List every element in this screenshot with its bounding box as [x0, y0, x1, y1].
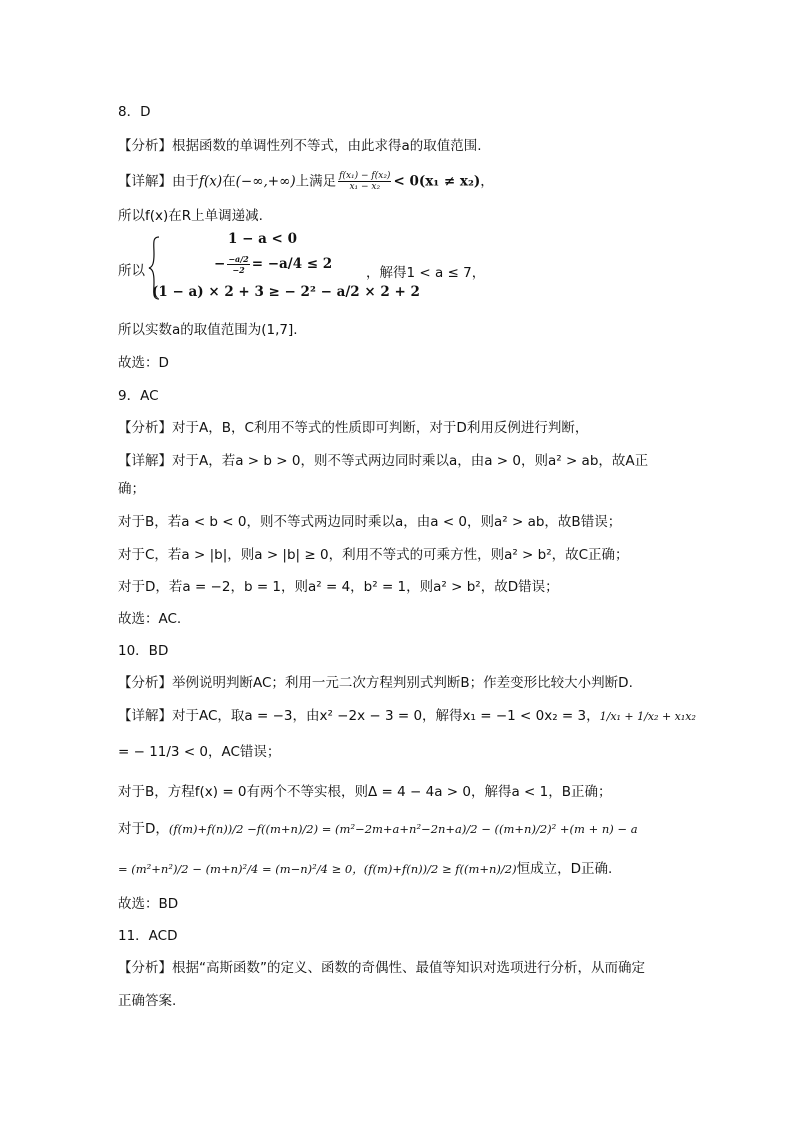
q10-detail3: 对于B，方程f(x) = 0有两个不等实根，则Δ = 4 − 4a > 0，解得a < 1，B正确；	[118, 784, 612, 800]
q8-sys-line2	[214, 254, 332, 275]
q8-sys2-num: −a/2	[228, 254, 249, 264]
q8-analysis-tag: 【分析】	[118, 138, 172, 154]
q8-sys-line3: (1 − a) × 2 + 3 ≥ − 2² − a/2 × 2 + 2	[152, 284, 420, 300]
q8-choose: 故选：D	[118, 355, 169, 371]
q10-analysis: 【分析】举例说明判断AC；利用一元二次方程判别式判断B；作差变形比较大小判断D.	[118, 675, 633, 691]
q11-answer: 11．ACD	[118, 928, 178, 944]
q9-choose: 故选：AC.	[118, 611, 182, 627]
q10-choose: 故选：BD	[118, 896, 179, 912]
q9-detail1: 【详解】对于A，若a > b > 0，则不等式两边同时乘以a，由a > 0，则a² > ab，故A正	[118, 453, 649, 469]
q8-sys-line1: 1 − a < 0	[228, 231, 297, 247]
q8-detail-f: f(x)	[199, 173, 223, 190]
q8-detail-c: 上满足	[295, 173, 337, 190]
q10-answer: 10．BD	[118, 643, 169, 659]
q9-analysis: 【分析】对于A，B，C利用不等式的性质即可判断，对于D利用反例进行判断，	[118, 420, 589, 436]
q8-sys2-den: −2	[232, 265, 245, 275]
q10-detail4	[118, 819, 638, 839]
q8-sys-solve: ，解得1 < a ≤ 7，	[366, 265, 486, 281]
q10-detail5-expr: = (m²+n²)/2 − (m+n)²/4 = (m−n)²/4 ≥ 0，(f(m)+f(n))/2 ≥ f((m+n)/2)	[118, 862, 517, 876]
q10-detail5	[118, 859, 612, 879]
q10-detail1-text: 【详解】对于AC，取a = −3，由x² −2x − 3 = 0，解得x₁ = −1 < 0x₂ = 3，	[118, 708, 600, 724]
q10-detail1-tail: 1/x₁ + 1/x₂ + x₁x₂	[599, 710, 696, 723]
q10-detail1	[118, 706, 696, 727]
q8-diff-quotient	[338, 171, 391, 192]
q10-detail4-head: 对于D，	[118, 821, 169, 837]
q9-detail1b: 确；	[118, 481, 145, 497]
q8-sys2-frac	[227, 254, 249, 275]
q8-frac-den: x₁ − x₂	[349, 182, 381, 192]
q9-detail3: 对于C，若a > |b|，则a > |b| ≥ 0，利用不等式的可乘方性，则a² > b²，故C正确；	[118, 547, 629, 563]
q8-sys2-rhs: = −a/4 ≤ 2	[251, 256, 333, 272]
q8-detail-end: ，	[480, 173, 494, 190]
q11-analysis1: 【分析】根据“高斯函数”的定义、函数的奇偶性、最值等知识对选项进行分析，从而确定	[118, 960, 645, 976]
q8-detail-interval: (−∞,+∞)	[235, 173, 296, 190]
q8-range: 所以实数a的取值范围为(1,7].	[118, 322, 298, 338]
q9-detail4: 对于D，若a = −2，b = 1，则a² = 4，b² = 1，则a² > b²，故D错误；	[118, 579, 559, 595]
q8-answer: 8．D	[118, 104, 151, 120]
q9-answer: 9．AC	[118, 388, 159, 404]
q8-detail-b: 在	[222, 173, 236, 190]
q10-detail2: = − 11/3 < 0，AC错误；	[118, 744, 281, 760]
q8-sys2-minus: −	[214, 256, 226, 272]
q8-analysis	[118, 136, 482, 156]
q11-analysis2: 正确答案.	[118, 993, 177, 1009]
q8-analysis-text: 根据函数的单调性列不等式，由此求得a的取值范围.	[172, 138, 482, 154]
q9-detail2: 对于B，若a < b < 0，则不等式两边同时乘以a，由a < 0，则a² > ab，故B错误；	[118, 514, 622, 530]
q8-line2: 所以f(x)在R上单调递减.	[118, 208, 263, 224]
q8-frac-num: f(x₁) − f(x₂)	[339, 171, 391, 181]
q8-detail	[118, 171, 494, 192]
q8-detail-a: 由于	[172, 173, 199, 190]
q8-sys-prefix: 所以	[118, 263, 145, 279]
q10-detail4-expr: (f(m)+f(n))/2 −f((m+n)/2) = (m²−2m+a+n²−2n+a)/2 − ((m+n)/2)² +(m + n) − a	[168, 822, 638, 836]
q8-detail-ineq: < 0(x₁ ≠ x₂)	[393, 173, 481, 190]
q10-detail5-tail: 恒成立，D正确.	[516, 861, 613, 877]
q8-detail-tag: 【详解】	[118, 173, 172, 190]
